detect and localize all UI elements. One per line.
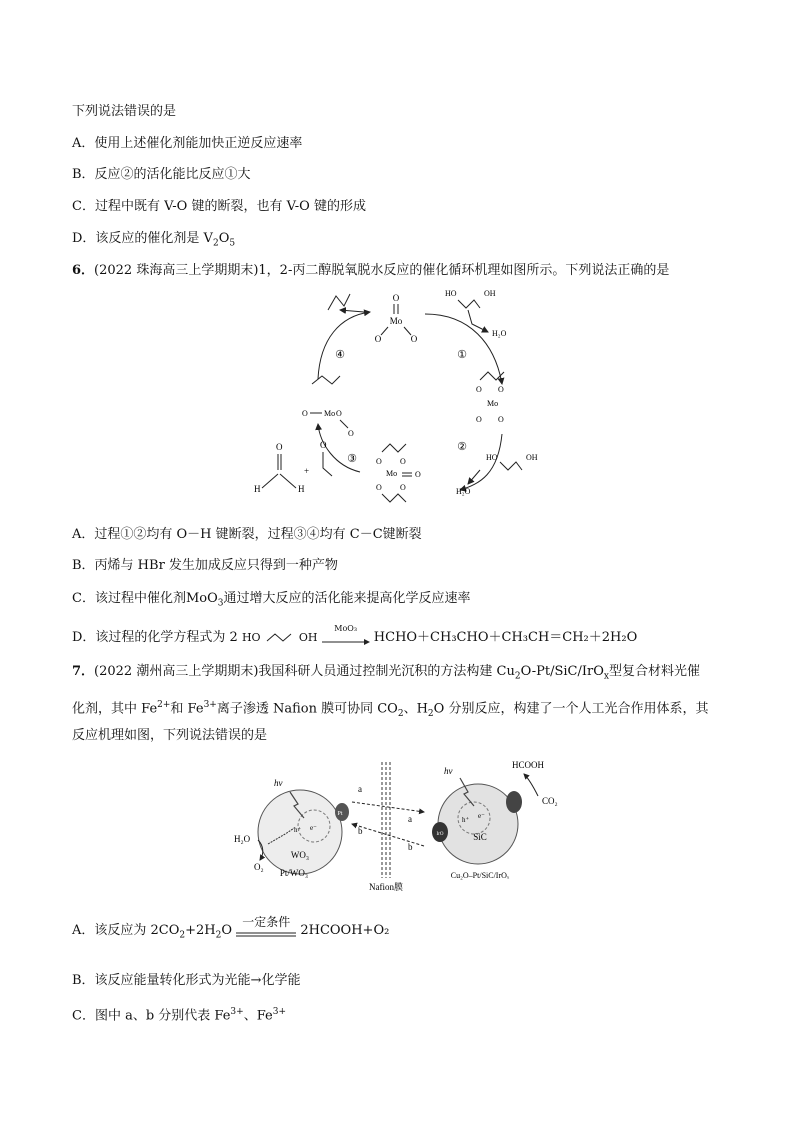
svg-text:a: a: [358, 784, 362, 794]
svg-text:O: O: [392, 293, 400, 303]
svg-text:O: O: [376, 483, 382, 492]
svg-text:hν: hν: [274, 778, 283, 788]
moo3-top: [375, 293, 418, 344]
svg-text:H: H: [298, 484, 305, 494]
svg-text:+: +: [304, 466, 310, 476]
q7-option-c: C．图中 a、b 分别代表 $Fe^{3+}$、$Fe^{3+}$: [72, 1007, 286, 1024]
svg-text:HO: HO: [445, 289, 457, 298]
svg-text:①: ①: [457, 349, 467, 361]
svg-text:Cu₂O–Pt/SiC/IrOₓ: Cu₂O–Pt/SiC/IrOₓ: [450, 871, 510, 880]
reaction-arrow: MoO₃: [322, 624, 370, 651]
svg-text:O: O: [276, 442, 283, 452]
svg-text:Mo: Mo: [386, 469, 398, 478]
q5-option-a: A．使用上述催化剂能加快正逆反应速率: [72, 136, 303, 151]
q5-option-b: B．反应②的活化能比反应①大: [72, 167, 251, 182]
q5-option-c: C．过程中既有 V-O 键的断裂，也有 V-O 键的形成: [72, 199, 366, 214]
q7-photocatalysis-diagram: [228, 752, 578, 897]
q5-stem-tail: 下列说法错误的是: [72, 104, 177, 119]
svg-text:O: O: [400, 457, 406, 466]
svg-text:h⁺: h⁺: [294, 826, 302, 834]
svg-text:a: a: [408, 814, 412, 824]
q7-stem-line2: 化剂，其中 $Fe^{2+}$和 $Fe^{3+}$离子渗透 Nafion 膜可协同 $CO_2$、$H_2O$ 分别反应，构建了一个人工光合作用体系，其: [72, 700, 709, 719]
arrow-propene-out: [340, 310, 364, 312]
svg-text:IrO: IrO: [436, 832, 444, 837]
svg-text:Mo: Mo: [324, 409, 336, 418]
svg-text:O: O: [476, 385, 482, 394]
svg-text:e⁻: e⁻: [310, 824, 317, 832]
cu2o-dot: [506, 791, 522, 813]
q6-option-c: C．该过程中催化剂MoO$_3$通过增大反应的活化能来提高化学反应速率: [72, 591, 471, 609]
svg-text:b: b: [358, 826, 363, 836]
svg-text:H₂O: H₂O: [234, 834, 251, 844]
svg-text:b: b: [408, 842, 413, 852]
svg-text:Pt: Pt: [337, 811, 343, 817]
svg-text:HCOOH: HCOOH: [512, 760, 545, 770]
svg-text:O₂: O₂: [254, 862, 264, 872]
svg-text:Mo: Mo: [389, 316, 403, 326]
svg-text:hν: hν: [444, 766, 453, 776]
svg-text:O: O: [415, 470, 421, 479]
propene-mark: [328, 294, 350, 310]
q5-option-d: D．该反应的催化剂是 $V_2O_5$: [72, 231, 236, 249]
svg-text:OH: OH: [484, 289, 496, 298]
svg-text:HO: HO: [486, 453, 498, 462]
sic-particle: [438, 784, 518, 864]
q7-option-a: A．该反应为 $2CO_2+2H_2O$ 一定条件 2HCOOH+O₂: [72, 922, 389, 945]
svg-text:③: ③: [347, 453, 357, 465]
q7-stem-line1: 7．(2022 潮州高三上学期期末)我国科研人员通过控制光沉积的方法构建 $Cu_2O-Pt/SiC/IrO_x$型复合材料光催: [72, 664, 700, 682]
arrow-step-4: [318, 312, 370, 379]
svg-text:e⁻: e⁻: [478, 812, 485, 820]
svg-text:O: O: [498, 385, 504, 394]
q7-stem-line3: 反应机理如图，下列说法错误的是: [72, 728, 268, 743]
svg-text:H: H: [254, 484, 261, 494]
q6-catalytic-cycle-diagram: [240, 284, 560, 506]
q7-option-b: B．该反应能量转化形式为光能→化学能: [72, 973, 301, 988]
q6-option-d: D．该过程的化学方程式为 2 HO OH MoO₃ HCHO＋CH₃CHO＋CH₃CH＝CH₂＋2H₂O: [72, 624, 637, 651]
condition-arrow: 一定条件: [242, 914, 291, 929]
svg-text:h⁺: h⁺: [462, 816, 470, 824]
svg-text:Nafion膜: Nafion膜: [369, 882, 403, 892]
svg-text:OH: OH: [526, 453, 538, 462]
svg-text:④: ④: [335, 349, 345, 361]
svg-text:O: O: [302, 409, 308, 418]
q6-option-a: A．过程①②均有 O－H 键断裂，过程③④均有 C－C键断裂: [72, 527, 422, 542]
svg-text:O: O: [374, 334, 382, 344]
diol-skeleton: [265, 631, 295, 645]
svg-text:SiC: SiC: [473, 832, 487, 842]
svg-text:H₂O: H₂O: [492, 329, 507, 338]
svg-text:Pt/WO₃: Pt/WO₃: [279, 868, 309, 878]
q6-option-b: B．丙烯与 HBr 发生加成反应只得到一种产物: [72, 558, 338, 573]
svg-text:O: O: [498, 415, 504, 424]
svg-text:O: O: [320, 440, 327, 450]
svg-text:O: O: [400, 483, 406, 492]
svg-text:②: ②: [457, 441, 467, 453]
svg-text:O: O: [376, 457, 382, 466]
q6-stem: 6．(2022 珠海高三上学期期末)1，2-丙二醇脱氧脱水反应的催化循环机理如图所示。下列说法正确的是: [72, 263, 670, 278]
svg-text:O: O: [410, 334, 418, 344]
svg-text:Mo: Mo: [487, 399, 499, 408]
svg-text:H₂O: H₂O: [456, 487, 471, 496]
svg-text:O: O: [476, 415, 482, 424]
svg-text:WO₃: WO₃: [290, 850, 310, 860]
svg-text:O: O: [336, 409, 342, 418]
svg-text:CO₂: CO₂: [542, 796, 558, 806]
svg-text:O: O: [348, 429, 354, 438]
